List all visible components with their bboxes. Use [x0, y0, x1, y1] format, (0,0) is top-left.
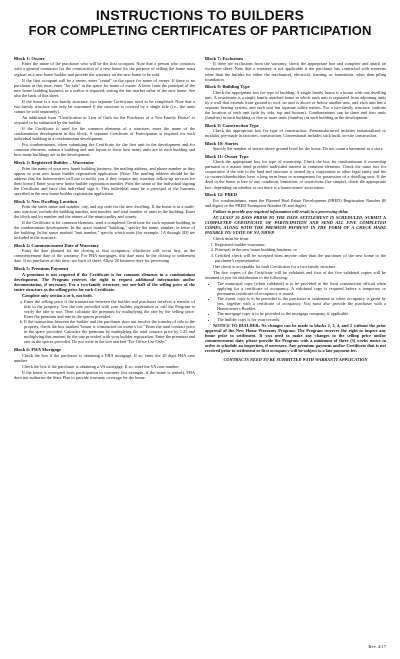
block-8-building-type [205, 84, 386, 120]
revision-label: Rev. 4/17 [368, 644, 386, 649]
block-heading: Block 4: Commencement Date of Warranty [14, 242, 100, 248]
block-paragraph: Check the box if the purchaser is obtaining a FHA mortgage. If so, enter the 10 digit FHA case number. [14, 352, 195, 363]
block-heading: Block 5: Premium Payment [14, 266, 69, 272]
block-paragraph: Check the appropriate box for type of building. A single family house is a house with one dwelling unit. A townhouse is a single family attached home in which each unit is separated from adjoining units by a wall that extends from ground to roof, no unit is above or below another unit, and each unit has a separate heating system, and each unit has separate utility meters. For a two-family structure, indicate the location of each unit (side by side, top and bottom). Condominiums can be three and four units (families) in each building or five or more units (families) in each building in the development. [205, 89, 386, 120]
list-item: a. Enter the selling price if the transaction between the builder and purchaser involves a transfer of title to the property. Use the rate provided with your builder registration or call the Program to verify the rate to use. Then calculate the premium by multiplying the rate by the selling price. Enter the premium and rate in the spaces provided. [24, 299, 195, 319]
closing-note: CONTRACTS NEED TO BE SUBMITTED WITH WARRANTY APPLICATION [223, 357, 368, 363]
block-3-dwelling-location [14, 199, 195, 241]
list-item: b. If the transaction between the builder and the purchaser does not involve the transfer of title to the property, check the box marked "house is constructed on owner's lot." Enter the total contract price in the space provided. Calculate the premium by multiplying the total contract price by 1.25 and multiplying that amount by the rate provided with your builder registration. Enter the premium and rate in the spaces provided. Do not write in the box marked "For Office Use Only." [24, 319, 195, 344]
notice-to-builder: NOTICE TO BUILDER: No changes can be made to blocks 2, 3, 4, and 5 without the prior approval of the New Home Warranty Program. The Program reserves the right to inspect any home prior to settlement. If you need to make any changes to the selling price and/or commencement date, please provide the Program with a minimum of three (3) weeks notice in order to schedule an inspection, if necessary. Any premium payment and/or Certificate that is not received prior to settlement or first occupancy will be subject to a late payment fee. [205, 322, 386, 354]
block-paragraph: A premium is not required if the Certificate is for common elements in a condominium development. The Program reserves the right to request additional information and/or documentation, if necessary. For a two-family structure, use one-half of the selling price of the entire structure as the selling price for each Certificate. [14, 271, 195, 292]
block-paragraph: Check the appropriate box for type of construction. Premanufactured includes industrialized or modular, pre-made in factories, construction. Conventional includes stick built, on-site construction. [205, 128, 386, 139]
check-sources-list [205, 242, 386, 263]
list-item: 2. Principal in the new home building business; or [215, 247, 386, 252]
document-title [14, 8, 386, 38]
list-item: • The mortgage copy is to be provided to the mortgage company, if applicable. [217, 311, 386, 316]
title-line-1: INSTRUCTIONS TO BUILDERS [95, 7, 305, 23]
block-9-construction-type [205, 123, 386, 139]
block-paragraph: Print the name of your new home building business, the mailing address, and phone number as they appear in your new home builder registration application. (Note: The mailing address should be the address that the homeowners will use to notify you if they require any warranty follow-up services for their home.) Enter your new home builder registration number. Print the name of the individual signing the Certificate and have that individual sign it. This individual must be a principal of the business specified in the new home builder registration application. [14, 165, 195, 196]
block-10-stories [205, 141, 386, 151]
block-paragraph: One check is acceptable for both Certificates for a two-family structure. [213, 263, 337, 269]
block-paragraph: Print the street name and number, city, and zip code for the new dwelling. If the home is in a multi-unit structure, include the building number, unit number, and total number of units in the building. Enter the block and lot number and the names of the municipality and county. [14, 203, 195, 220]
title-line-2: FOR COMPLETING CERTIFICATES OF PARTICIPATION [28, 22, 372, 38]
list-item: • The municipal copy (when validated) is to be provided to the local construction official when applying for a certificate of occupancy. A validated copy is required before a temporary or permanent certificate of occupancy is issued. [217, 281, 386, 296]
block-paragraph: For condominiums, enter the Planned Real Estate Development (PRED) Registration Number (R and digits) or the PRED Exemption Number (E and digits). [205, 197, 386, 208]
block-paragraph: If the first occupant will be a renter, enter "rental" in the space for name of owner. If there is no purchaser at this time, enter "for sale" in the space for name of owner. A letter from the principal of the new home building business or a realtor is required, stating the fair market value of the new home. See also the back of this sheet. [14, 77, 195, 98]
block-paragraph: An additional form "Certification in Lieu of Oath for the Purchaser of a Two-Family House" is required to be submitted by the builder. [14, 115, 195, 126]
block-paragraph: Complete only section a or b, not both. [22, 292, 93, 298]
block-2-registered-builder [14, 160, 195, 196]
block-paragraph: Check the box if the purchaser is obtaining a VA mortgage. If so, enter the VA case number. [22, 363, 180, 369]
block-5-premium-payment [14, 266, 195, 344]
list-item: • The owner copy is to be provided to the purchaser at settlement or when occupancy is given by you, together with a certificate of occupancy. You must also provide the purchaser with a Homeowner's Booklet. [217, 296, 386, 311]
block-paragraph: For condominiums, when submitting the Certificate for the first unit in the development and for common elements, submit a building and unit layout to show how many units are in each building and how many buildings are in the development. [14, 142, 195, 158]
block-paragraph: The five copies of the Certificate will be validated and four of the five validated copies will be returned to you for distribution to the following: [205, 269, 386, 280]
block-paragraph: Enter the date planned for the closing or first occupancy, whichever will occur first, as the commencement date of the warranty. For FHA mortgages, this date must be the closing or settlement date. If no purchaser at this time, see back of sheet. Allow 20 business days for processing. [14, 248, 195, 264]
block-heading: Block 3: New Dwelling Location [14, 198, 78, 204]
block-heading: Block 6: FHA Mortgage [14, 347, 62, 353]
block-7-exclusions [205, 56, 386, 82]
block-paragraph: If there are exclusions from the warranty, check the appropriate box and complete and attach an exclusion sheet. Note that a warranty is not applicable if the purchaser has contracted with someone other than the builder for either the mechanical, electrical, framing, or foundation, other than piling foundation. [205, 61, 386, 82]
block-heading: Block 2: Registered Builder – Warrantor [14, 160, 95, 166]
list-item: • The builder copy is for your records. [217, 317, 386, 322]
block-heading: Block 8: Building Type [205, 84, 250, 90]
block-paragraph: If the home is a two-family structure, two separate Certificates need to be completed. Note that a two-family structure can only be warranted if the structure is covered by a single title (i.e., the units cannot be sold separately). [14, 98, 195, 114]
processing-delay-warning: Failure to provide any required information will result in a processing delay. [213, 208, 349, 214]
block-heading: Block 10: Stories [205, 140, 239, 146]
submission-deadline-notice: AT LEAST 20 DAYS PRIOR TO THE DATE SETTLEMENT IS SCHEDULED, SUBMIT A COMPLETED CERTIFICATE OF PARTICIPATION AND SEND ALL FIVE COMPLETED COPIES, ALONG WITH THE PREMIUM PAYMENT IN THE FORM OF A CHECK MADE PAYABLE TO: STATE OF NJ, NHWP. [205, 214, 386, 235]
premium-options-list [14, 299, 195, 345]
list-item: 3. Certified check will be accepted from anyone other than the purchaser of the new home or the purchaser's representative. [215, 253, 386, 263]
block-paragraph: Specify the number of stories above ground level for the home. Do not count a basement as a story. [213, 146, 384, 152]
left-column [14, 56, 195, 659]
block-12-pred [205, 192, 386, 353]
block-paragraph: If the Certificate is for common elements, send a completed Certificate for each separate building in the condominium development. In the space marked "building," specify the name, number, or letter of the building. In the space marked "unit number," specify which units (for example, 1A through 2D) are included in the structure. [14, 220, 195, 241]
block-heading: Block 7: Exclusions [205, 56, 244, 61]
block-heading: Block 1: Owner [14, 56, 45, 61]
block-heading: Block 11: Owner Type [205, 153, 249, 159]
block-heading: Block 12: PRED [205, 192, 238, 198]
list-item: 1. Registered builder-warrantor; [215, 242, 386, 247]
block-11-owner-type [205, 154, 386, 190]
block-paragraph: Enter the name of the purchaser who will be the first occupant. Note that a person who contracts with a general contractor for the construction of a new home for the purpose of selling the home must register as a new home builder and provide the warranty on the new home to be sold. [14, 61, 195, 77]
block-4-commencement-date [14, 243, 195, 264]
block-heading: Block 9: Construction Type [205, 122, 259, 128]
instruction-columns [14, 56, 386, 659]
block-paragraph: If the Certificate is used for the common elements of a structure, enter the name of the condominium development in this block. A separate Certificate of Participation is required for each individual building in a condominium development. [14, 126, 195, 142]
right-column [205, 56, 386, 659]
block-paragraph: Check must be from: [213, 236, 250, 242]
copy-distribution-list [205, 281, 386, 322]
block-paragraph: Check the appropriate box for type of ownership. Check the box for condominium if ownership pursuant to a master deed provides undivided interest in common elements. Check the same box for cooperative if the title to the land and structure is owned by a corporation or other legal entity and the co-owners/shareholders have a long term lease or arrangement for possession of a dwelling unit. If the deed to the home is free of any condition, limitation, or restrictions (fee simple), check the appropriate box, depending on whether or not there is a homeowners' association. [205, 159, 386, 190]
block-1-owner [14, 56, 195, 158]
block-paragraph: If the home is exempted from participation in warranty (for example, if the home is rented), FHA does not authorize the State Plan to provide warranty coverage for the home. [14, 369, 195, 380]
block-6-fha-mortgage [14, 347, 195, 380]
